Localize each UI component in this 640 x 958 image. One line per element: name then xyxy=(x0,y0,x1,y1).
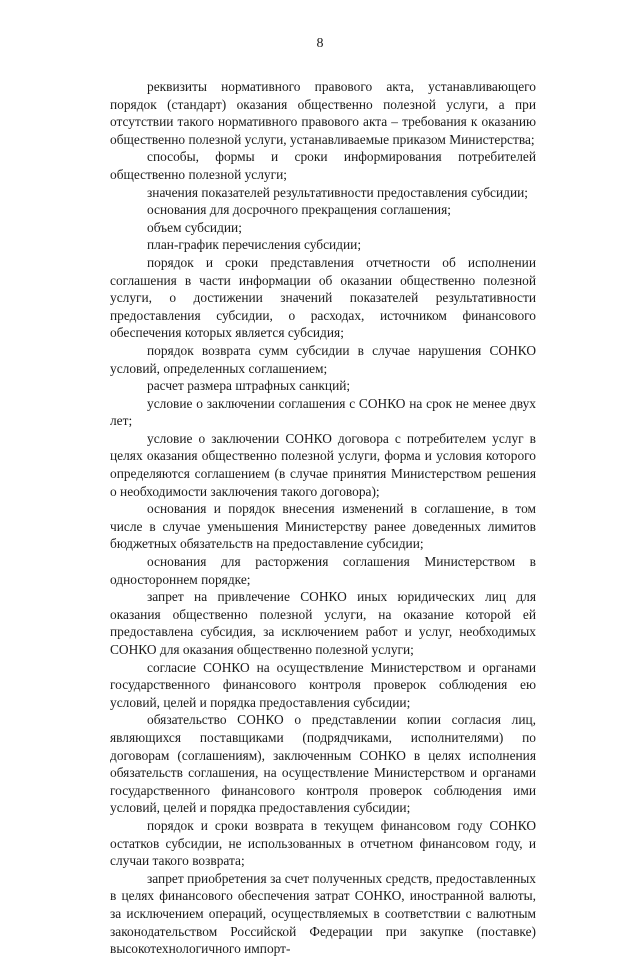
paragraph: запрет на привлечение СОНКО иных юридических лиц для оказания общественно полезной услуги, на оказание которой ей предоставлена субсидия, за исключением работ и услуг, необходимых СОНКО для оказания общественно полезной услуги; xyxy=(110,589,536,657)
document-body xyxy=(110,78,536,958)
paragraph: способы, формы и сроки информирования потребителей общественно полезной услуги; xyxy=(110,149,536,182)
paragraph: значения показателей результативности предоставления субсидии; xyxy=(147,184,529,200)
paragraph: основания для расторжения соглашения Министерством в одностороннем порядке; xyxy=(110,554,536,587)
paragraph: запрет приобретения за счет полученных средств, предоставленных в целях финансового обеспечения затрат СОНКО, иностранной валюты, за исключением операций, осуществляемых в соответствии с валютным законодательством Российской Федерации при закупке (поставке) высокотехнологичного импорт- xyxy=(110,870,536,957)
paragraph: основания и порядок внесения изменений в соглашение, в том числе в случае уменьшения Министерству ранее доведенных лимитов бюджетных обязательств на предоставление субсидии; xyxy=(110,501,536,552)
paragraph: реквизиты нормативного правового акта, устанавливающего порядок (стандарт) оказания общественно полезной услуги, а при отсутствии такого нормативного правового акта – требования к оказанию общественно полезной услуги, устанавливаемые приказом Министерства; xyxy=(110,79,536,147)
paragraph: основания для досрочного прекращения соглашения; xyxy=(147,202,451,218)
paragraph: план-график перечисления субсидии; xyxy=(147,237,362,253)
paragraph: расчет размера штрафных санкций; xyxy=(147,378,351,394)
paragraph: объем субсидии; xyxy=(147,219,242,235)
page-number: 8 xyxy=(316,36,324,51)
paragraph: порядок и сроки возврата в текущем финансовом году СОНКО остатков субсидии, не использованных в отчетном финансовом году, и случаи такого возврата; xyxy=(110,817,536,869)
paragraph: обязательство СОНКО о представлении копии согласия лиц, являющихся поставщиками (подрядчиками, исполнителями) по договорам (соглашениям), заключенным СОНКО в целях исполнения обязательств соглашения, на осуществление Министерством и органами государственного финансового контроля проверок соблюдения ими условий, целей и порядка предоставления субсидии; xyxy=(110,712,536,816)
paragraph: условие о заключении соглашения с СОНКО на срок не менее двух лет; xyxy=(110,395,536,429)
paragraph: порядок возврата сумм субсидии в случае нарушения СОНКО условий, определенных соглашением; xyxy=(110,342,536,376)
paragraph: согласие СОНКО на осуществление Министерством и органами государственного финансового контроля проверок соблюдения ею условий, целей и порядка предоставления субсидии; xyxy=(110,659,536,710)
paragraph: условие о заключении СОНКО договора с потребителем услуг в целях оказания общественно полезной услуги, форма и условия которого определяются соглашением (в случае принятия Министерством решения о необходимости заключения такого договора); xyxy=(110,430,536,499)
paragraph: порядок и сроки представления отчетности об исполнении соглашения в части информации об оказании общественно полезной услуги, о достижении значений показателей результативности предоставления субсидии, о расходах, источником финансового обеспечения которых является субсидия; xyxy=(110,254,536,341)
